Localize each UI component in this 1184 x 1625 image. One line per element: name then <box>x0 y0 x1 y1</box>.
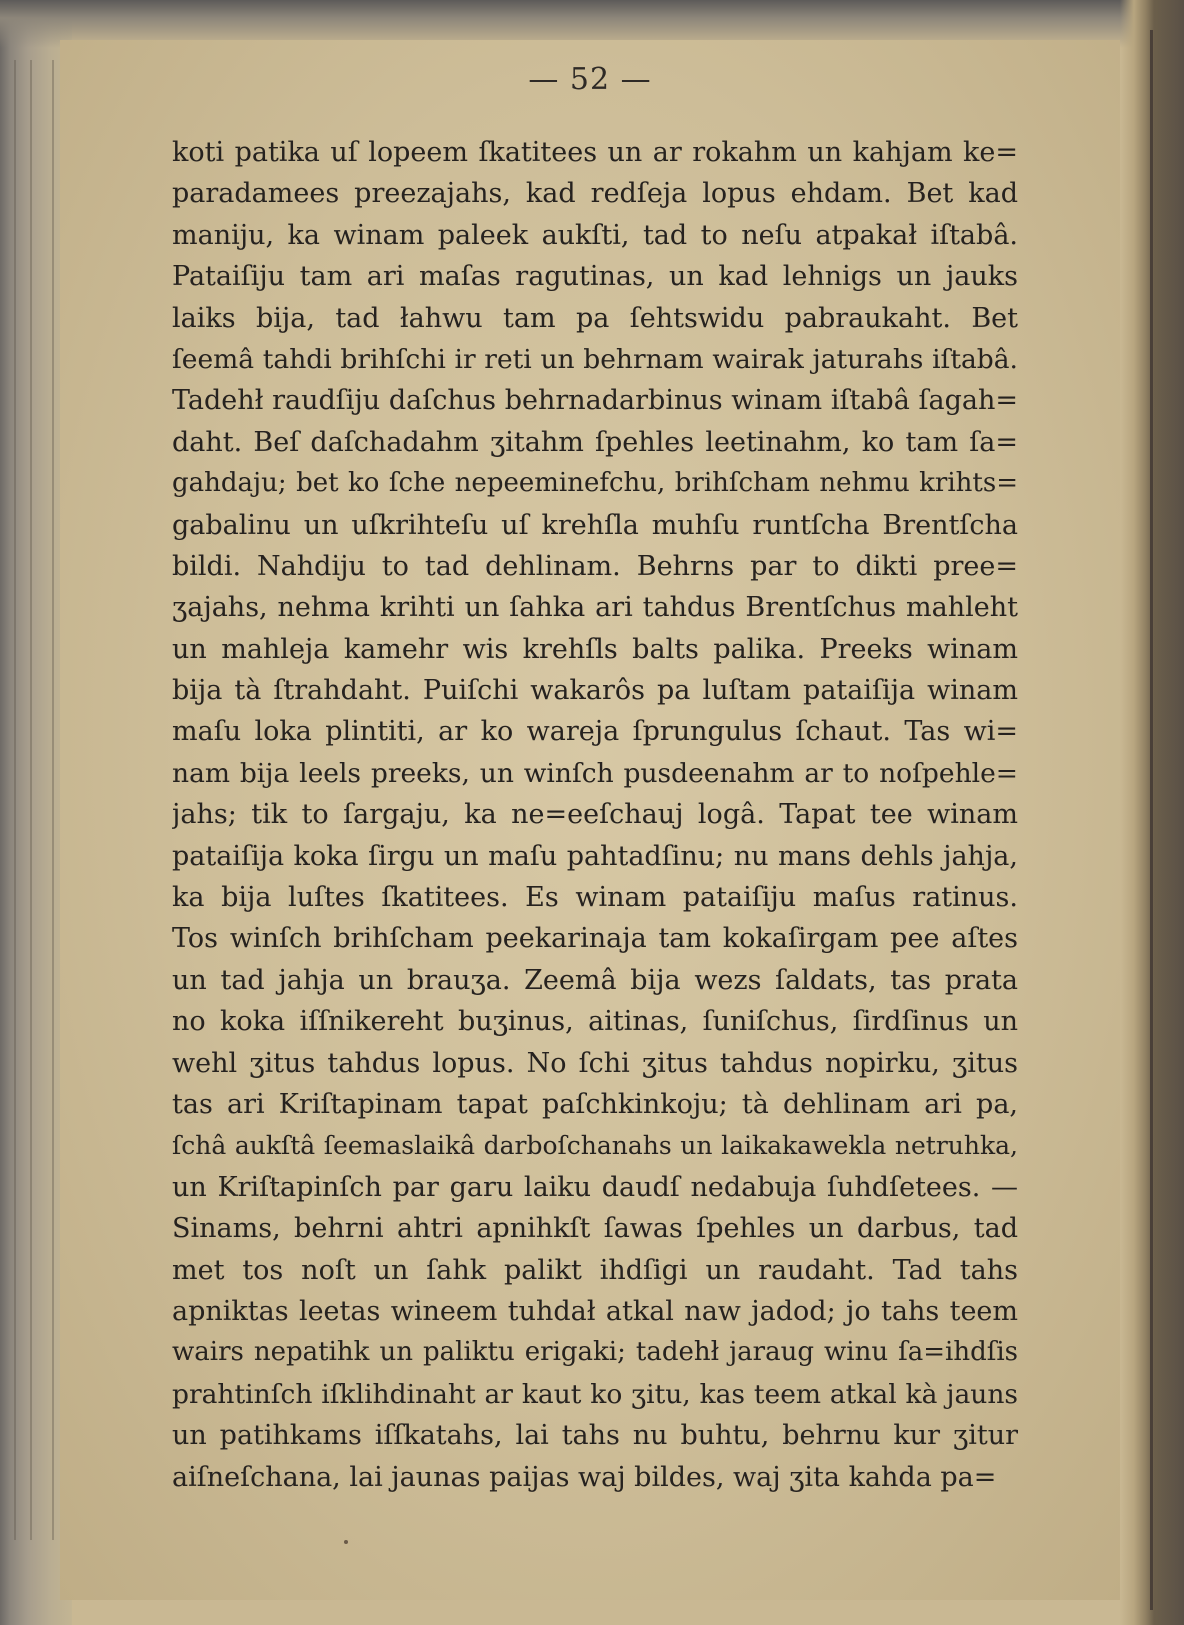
text-line: Tadehł raudſiju daſchus behrnadarbinus winam iſtabâ ſagah= <box>172 385 1018 417</box>
text-line: no koka iſſnikereht buʒinus, aitinas, ſuniſchus, ſirdſinus un <box>172 1006 1018 1038</box>
text-line: apniktas leetas wineem tuhdał atkal naw jadod; jo tahs teem <box>172 1295 1018 1327</box>
book-spine-edge <box>1120 0 1184 1625</box>
text-line: prahtinſch iſklihdinaht ar kaut ko ʒitu, kas teem atkal kà jauns <box>172 1378 1018 1410</box>
paper-speck <box>344 1540 348 1544</box>
text-line: wairs nepatihk un paliktu erigaki; tadehł jaraug winu ſa=ihdſis <box>172 1337 1018 1368</box>
text-line: pataiſija koka ſirgu un maſu pahtadſinu; nu mans dehls jahja, <box>172 840 1018 872</box>
text-line: Pataiſiju tam ari maſas ragutinas, un kad lehnigs un jauks <box>172 261 1018 293</box>
text-line: nam bija leels preeks, un winſch pusdeenahm ar to noſpehle= <box>172 757 1018 789</box>
text-line: ʒajahs, nehma krihti un ſahka ari tahdus Brentſchus mahleht <box>172 592 1018 624</box>
text-line: ka bija luſtes ſkatitees. Es winam pataiſiju maſus ratinus. <box>172 882 1018 914</box>
text-line: koti patika uſ lopeem ſkatitees un ar rokahm un kahjam ke= <box>172 137 1018 168</box>
text-line: wehl ʒitus tahdus lopus. No ſchi ʒitus tahdus nopirku, ʒitus <box>172 1047 1018 1079</box>
text-line: paradamees preezajahs, kad redſeja lopus ehdam. Bet kad <box>172 178 1018 210</box>
text-line: Sinams, behrni ahtri apnihkſt ſawas ſpehles un darbus, tad <box>172 1213 1018 1245</box>
text-line: laiks bija, tad łahwu tam pa ſehtswidu pabraukaht. Bet <box>172 302 1018 334</box>
page-paper <box>60 40 1120 1600</box>
text-line: aiſneſchana, lai jaunas paijas waj bildes, waj ʒita kahda pa= <box>172 1461 997 1493</box>
text-line: ſchâ aukſtâ ſeemaslaikâ darboſchanahs un laikakawekla netruhka, <box>172 1131 1018 1161</box>
edge-line <box>14 60 16 1540</box>
text-line: maſu loka plintiti, ar ko wareja ſprungulus ſchaut. Tas wi= <box>172 716 1018 748</box>
text-line: gahdaju; bet ko ſche nepeeminefchu, brihſcham nehmu krihts= <box>172 468 1018 499</box>
page-number: — 52 — <box>528 62 652 97</box>
text-line: bija tà ſtrahdaht. Puiſchi wakarôs pa luſtam pataiſija winam <box>172 675 1018 707</box>
edge-line <box>30 60 32 1540</box>
text-line: tas ari Kriſtapinam tapat paſchkinkoju; tà dehlinam ari pa, <box>172 1088 1018 1120</box>
text-line: un Kriſtapinſch par garu laiku daudſ nedabuja ſuhdſetees. — <box>172 1171 1018 1203</box>
text-line: bildi. Nahdiju to tad dehlinam. Behrns par to dikti pree= <box>172 550 1018 582</box>
body-text <box>172 132 1018 1498</box>
text-line: ſeemâ tahdi brihſchi ir reti un behrnam wairak jaturahs iſtabâ. <box>172 343 1018 375</box>
text-line: gabalinu un uſkrihteſu uſ krehſla muhſu runtſcha Brentſcha <box>172 509 1018 541</box>
text-line: daht. Beſ daſchadahm ʒitahm ſpehles leetinahm, ko tam ſa= <box>172 426 1018 458</box>
edge-line <box>52 60 54 1540</box>
text-line: met tos noſt un ſahk palikt ihdſigi un raudaht. Tad tahs <box>172 1254 1018 1286</box>
text-line: maniju, ka winam paleek aukſti, tad to neſu atpakał iſtabâ. <box>172 219 1018 251</box>
text-line: un mahleja kamehr wis krehſls balts palika. Preeks winam <box>172 633 1018 665</box>
text-line: jahs; tik to ſargaju, ka ne=eeſchauj logâ. Tapat tee winam <box>172 799 1018 831</box>
spine-line <box>1150 30 1153 1610</box>
text-line: un tad jahja un brauʒa. Zeemâ bija wezs ſaldats, tas prata <box>172 964 1018 996</box>
text-line: Tos winſch brihſcham peekarinaja tam kokaſirgam pee aſtes <box>172 923 1018 955</box>
text-line: un patihkams iſſkatahs, lai tahs nu buhtu, behrnu kur ʒitur <box>172 1420 1018 1452</box>
